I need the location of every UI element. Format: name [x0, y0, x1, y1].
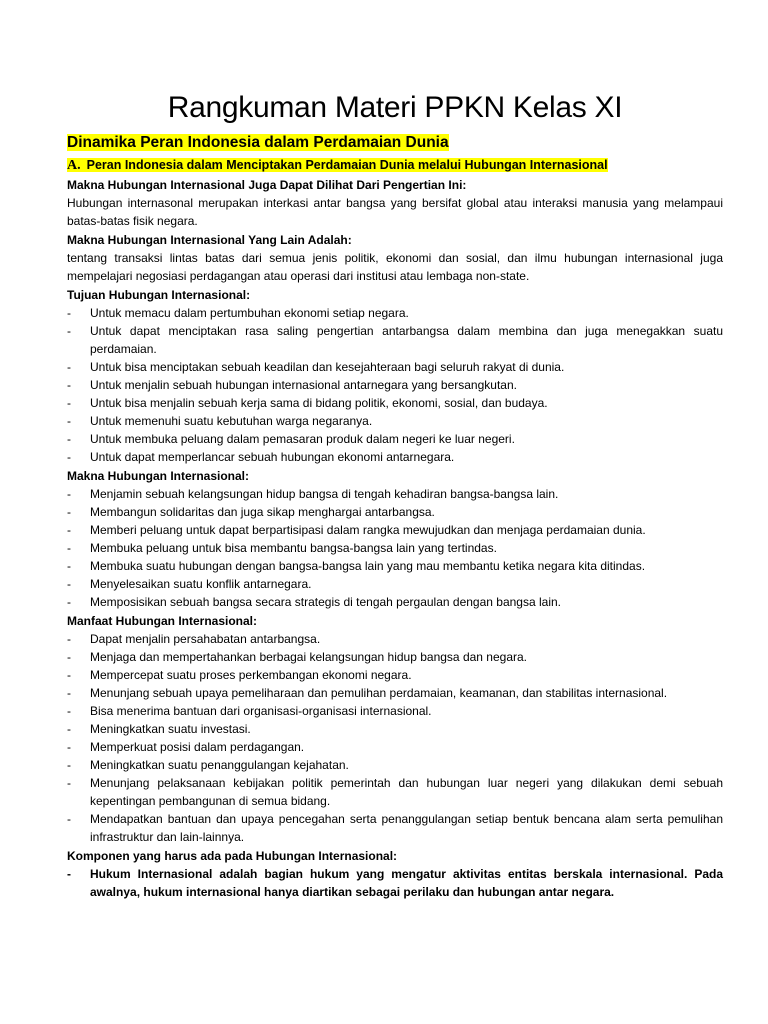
list-item	[67, 485, 723, 503]
tujuan-list	[67, 304, 723, 466]
bullet-dash: -	[67, 650, 71, 664]
list-item-text: Menjaga dan mempertahankan berbagai kelangsungan hidup bangsa dan negara.	[90, 650, 527, 664]
list-item	[67, 430, 723, 448]
list-item-text: Meningkatkan suatu investasi.	[90, 722, 251, 736]
list-item-text: Untuk bisa menciptakan sebuah keadilan dan kesejahteraan bagi seluruh rakyat di dunia.	[90, 360, 565, 374]
list-item-text: Membuka peluang untuk bisa membantu bangsa-bangsa lain yang tertindas.	[90, 541, 497, 555]
list-item-text: Memposisikan sebuah bangsa secara strategis di tengah pergaulan dengan bangsa lain.	[90, 595, 561, 609]
bullet-dash: -	[67, 704, 71, 718]
list-item	[67, 448, 723, 466]
komponen-list	[67, 865, 723, 901]
tujuan-heading: Tujuan Hubungan Internasional:	[67, 288, 251, 302]
manfaat-list	[67, 630, 723, 846]
bullet-dash: -	[67, 577, 71, 591]
list-item	[67, 521, 723, 539]
section-a-text: Peran Indonesia dalam Menciptakan Perdamaian Dunia melalui Hubungan Internasional	[86, 158, 608, 172]
list-item	[67, 630, 723, 648]
bullet-dash: -	[67, 541, 71, 555]
list-item	[67, 756, 723, 774]
list-item-text: Menjamin sebuah kelangsungan hidup bangsa di tengah kehadiran bangsa-bangsa lain.	[90, 487, 559, 501]
makna3-heading: Makna Hubungan Internasional:	[67, 469, 250, 483]
section-a-highlight	[67, 158, 608, 172]
manfaat-heading: Manfaat Hubungan Internasional:	[67, 614, 258, 628]
list-item	[67, 593, 723, 611]
bullet-dash: -	[67, 378, 71, 392]
bullet-dash: -	[67, 686, 71, 700]
makna1-paragraph: Hubungan internasonal merupakan interkasi antar bangsa yang bersifat global atau interaksi manusia yang melampaui batas-batas fisik negara.	[67, 196, 723, 228]
section-a-heading	[67, 156, 723, 175]
list-item	[67, 720, 723, 738]
komponen-heading: Komponen yang harus ada pada Hubungan Internasional:	[67, 849, 398, 863]
list-item-text: Membuka suatu hubungan dengan bangsa-bangsa lain yang mau membantu ketika negara kita ditindas.	[90, 559, 646, 573]
list-item-text: Untuk memacu dalam pertumbuhan ekonomi setiap negara.	[90, 306, 409, 320]
makna2-heading: Makna Hubungan Internasional Yang Lain Adalah:	[67, 233, 352, 247]
list-item-text: Untuk memenuhi suatu kebutuhan warga negaranya.	[90, 414, 373, 428]
list-item	[67, 412, 723, 430]
list-item-text: Hukum Internasional adalah bagian hukum yang mengatur aktivitas entitas berskala internasional. Pada awalnya, hukum internasional hanya diartikan sebagai perilaku dan hubungan antar negara.	[90, 867, 723, 899]
document-title: Rangkuman Materi PPKN Kelas XI	[167, 91, 623, 124]
bullet-dash: -	[67, 414, 71, 428]
bullet-dash: -	[67, 306, 71, 320]
bullet-dash: -	[67, 740, 71, 754]
makna1-heading: Makna Hubungan Internasional Juga Dapat Dilihat Dari Pengertian Ini:	[67, 178, 467, 192]
list-item-text: Membangun solidaritas dan juga sikap menghargai antarbangsa.	[90, 505, 435, 519]
bullet-dash: -	[67, 360, 71, 374]
bullet-dash: -	[67, 632, 71, 646]
list-item	[67, 358, 723, 376]
list-item-text: Menunjang sebuah upaya pemeliharaan dan pemulihan perdamaian, keamanan, dan stabilitas internasional.	[90, 686, 668, 700]
list-item-text: Untuk bisa menjalin sebuah kerja sama di bidang politik, ekonomi, sosial, dan budaya.	[90, 396, 548, 410]
list-item-text: Untuk dapat memperlancar sebuah hubungan ekonomi antarnegara.	[90, 450, 455, 464]
list-item-text: Bisa menerima bantuan dari organisasi-organisasi internasional.	[90, 704, 432, 718]
list-item	[67, 810, 723, 846]
bullet-dash: -	[67, 487, 71, 501]
list-item-text: Mendapatkan bantuan dan upaya pencegahan serta penanggulangan setiap bentuk bencana alam serta pemulihan infrastruktur dan lain-lainnya.	[90, 812, 723, 844]
chapter-heading-text: Dinamika Peran Indonesia dalam Perdamaian Dunia	[67, 134, 449, 151]
list-item	[67, 666, 723, 684]
bullet-dash: -	[67, 812, 71, 826]
list-item-text: Mempercepat suatu proses perkembangan ekonomi negara.	[90, 668, 412, 682]
list-item-text: Meningkatkan suatu penanggulangan kejahatan.	[90, 758, 349, 772]
makna2-paragraph: tentang transaksi lintas batas dari semua jenis politik, ekonomi dan sosial, dan ilmu hubungan internasional juga mempelajari negosiasi perdagangan atau operasi dari institusi atau lembaga non-state.	[67, 251, 723, 283]
list-item	[67, 684, 723, 702]
list-item	[67, 394, 723, 412]
list-item	[67, 865, 723, 901]
bullet-dash: -	[67, 523, 71, 537]
list-item	[67, 702, 723, 720]
list-item	[67, 774, 723, 810]
bullet-dash: -	[67, 396, 71, 410]
list-item-text: Memperkuat posisi dalam perdagangan.	[90, 740, 305, 754]
list-item	[67, 557, 723, 575]
list-item	[67, 648, 723, 666]
bullet-dash: -	[67, 505, 71, 519]
list-item-text: Menyelesaikan suatu konflik antarnegara.	[90, 577, 312, 591]
list-item-text: Untuk dapat menciptakan rasa saling pengertian antarbangsa dalam membina dan juga menegakkan suatu perdamaian.	[90, 324, 723, 356]
bullet-dash: -	[67, 758, 71, 772]
list-item	[67, 322, 723, 358]
section-a-letter: A.	[67, 158, 81, 173]
bullet-dash: -	[67, 668, 71, 682]
bullet-dash: -	[67, 450, 71, 464]
list-item-text: Memberi peluang untuk dapat berpartisipasi dalam rangka mewujudkan dan menjaga perdamaian dunia.	[90, 523, 646, 537]
bullet-dash: -	[67, 595, 71, 609]
list-item-text: Untuk membuka peluang dalam pemasaran produk dalam negeri ke luar negeri.	[90, 432, 515, 446]
bullet-dash: -	[67, 432, 71, 446]
bullet-dash: -	[67, 324, 71, 338]
list-item	[67, 503, 723, 521]
list-item	[67, 376, 723, 394]
list-item-text: Dapat menjalin persahabatan antarbangsa.	[90, 632, 321, 646]
bullet-dash: -	[67, 722, 71, 736]
list-item-text: Menunjang pelaksanaan kebijakan politik pemerintah dan hubungan luar negeri yang dilakukan demi sebuah kepentingan pembangunan di semua bidang.	[90, 776, 723, 808]
list-item	[67, 539, 723, 557]
bullet-dash: -	[67, 559, 71, 573]
list-item	[67, 575, 723, 593]
list-item	[67, 304, 723, 322]
list-item	[67, 738, 723, 756]
bullet-dash: -	[67, 867, 71, 881]
list-item-text: Untuk menjalin sebuah hubungan internasional antarnegara yang bersangkutan.	[90, 378, 517, 392]
bullet-dash: -	[67, 776, 71, 790]
makna3-list	[67, 485, 723, 611]
chapter-heading	[67, 133, 723, 153]
